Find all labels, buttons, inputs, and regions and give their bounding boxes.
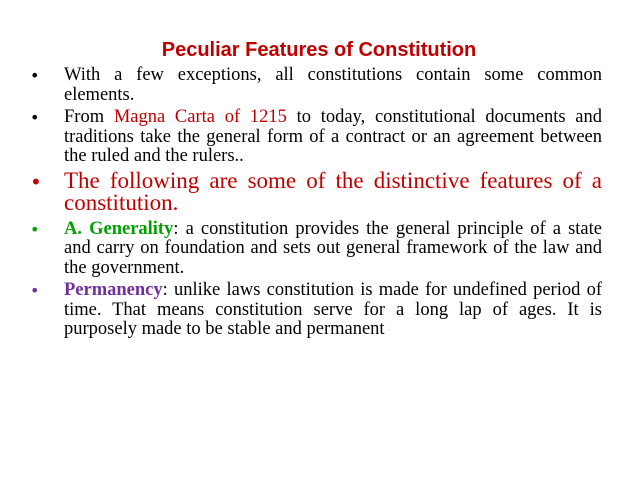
bullet-dot-icon: • <box>30 281 40 300</box>
bullet-list <box>30 66 602 343</box>
bullet-item-generality <box>30 220 602 279</box>
bullet-text: The following are some of the distinctive features of a constitution. <box>64 167 602 215</box>
permanency-text: : unlike laws constitution is made for undefined period of time. That means constitution serve for a long lap of ages. It is purposely made to be stable and permanent <box>64 280 602 339</box>
magna-carta-highlight: Magna Carta of 1215 <box>113 107 287 127</box>
generality-text: : a constitution provides the general principle of a state and carry on foundation and sets out general framework of the law and the government. <box>64 218 602 278</box>
bullet-text: With a few exceptions, all constitutions contain some common elements. <box>64 65 602 105</box>
bullet-dot-icon: • <box>30 108 40 127</box>
bullet-text-after: to today, constitutional documents and traditions take the general form of a contract or an agreement between the ruled and the rulers.. <box>64 107 602 166</box>
bullet-item-permanency <box>30 281 602 340</box>
bullet-dot-icon: • <box>30 219 40 239</box>
bullet-item-distinctive-features <box>30 167 602 215</box>
bullet-item-common-elements <box>30 66 602 105</box>
permanency-term: Permanency <box>64 280 163 300</box>
generality-term: A. Generality <box>64 218 174 239</box>
bullet-item-magna-carta <box>30 108 602 167</box>
bullet-dot-icon: • <box>30 66 40 85</box>
bullet-dot-icon: • <box>30 169 42 194</box>
bullet-text-before: From <box>64 107 114 127</box>
slide-title: Peculiar Features of Constitution <box>161 39 477 61</box>
